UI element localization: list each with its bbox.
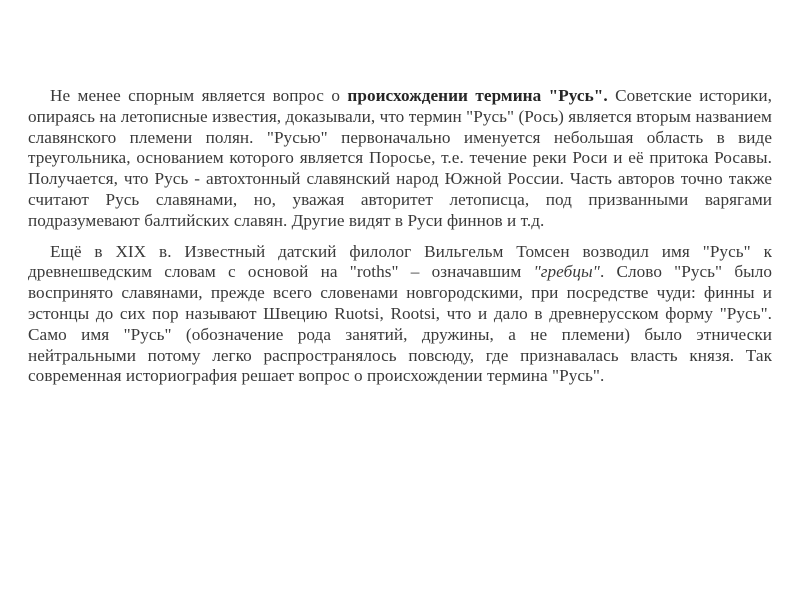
document-text-body — [28, 86, 772, 387]
paragraph-thomsen-theory — [28, 242, 772, 388]
paragraph-rus-origin-soviet-view — [28, 86, 772, 232]
text-segment: . Слово "Русь" было воспринято славянами, прежде всего словенами новгородскими, при посредстве чуди: финны и эстонцы до сих пор называют Швецию Ruotsi, Rootsi, что и дало в древнерусском форму "Русь". Само имя "Русь" (обозначение рода занятий, дружины, а не племени) было этнически нейтральными потому легко распространялось повсюду, где признавалась власть князя. Так современная историография решает вопрос о происхождении термина "Русь". — [28, 262, 772, 386]
text-segment: Советские историки, опираясь на летописные известия, доказывали, что термин "Русь" (Рось) является вторым названием славянского племени полян. "Русью" первоначально именуется небольшая область в виде треугольника, основанием которого является Поросье, т.е. течение реки Роси и её притока Росавы. Получается, что Русь - автохтонный славянский народ Южной России. Часть авторов точно также считают Русь славянами, но, уважая авторитет летописца, под призванными варягами подразумевают балтийских славян. Другие видят в Руси финнов и т.д. — [28, 86, 772, 230]
text-segment: Не менее спорным является вопрос о — [50, 86, 348, 105]
italic-term-grebtsy: "гребцы" — [533, 262, 600, 282]
bold-term-phrase: происхождении термина "Русь". — [347, 86, 608, 105]
text-segment: Ещё в XIX в. Известный датский филолог Вильгельм Томсен возводил имя "Русь" к древнешведским словам с основой на "roths" – означавшим — [28, 241, 772, 282]
